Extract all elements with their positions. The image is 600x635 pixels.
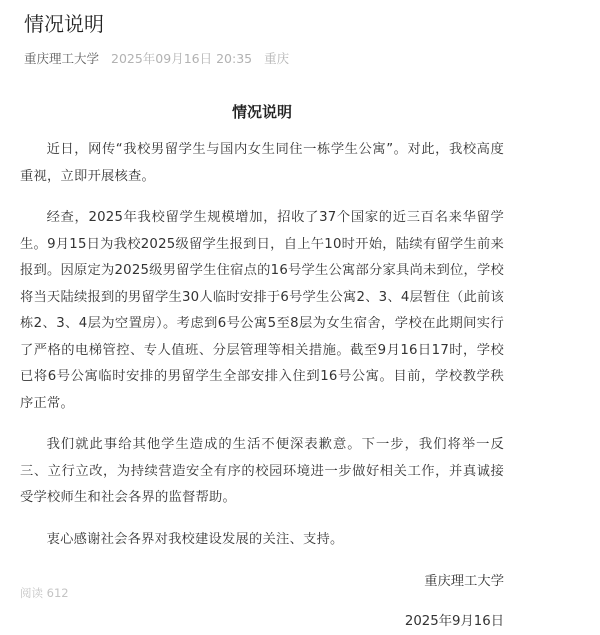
article-title: 情况说明 <box>24 11 104 37</box>
publish-time: 2025年09月16日 20:35 <box>111 51 252 66</box>
account-name-link[interactable]: 重庆理工大学 <box>24 51 99 66</box>
paragraph-investigation: 经查，2025年我校留学生规模增加，招收了37个国家的近三百名来华留学生。9月15日为我校2025级留学生报到日，自上午10时开始，陆续有留学生前来报到。因原定为2025级男留学生住宿点的16号学生公寓部分家具尚未到位，学校将当天陆续报到的男留学生30人临时安排于6号学生公寓2、3、4层暂住（此前该栋2、3、4层为空置房）。考虑到6号公寓5至8层为女生宿舍，学校在此期间实行了严格的电梯管控、专人值班、分层管理等相关措施。截至9月16日17时，学校已将6号公寓临时安排的男留学生全部安排入住到16号公寓。目前，学校教学秩序正常。 <box>20 205 504 417</box>
article-meta <box>24 51 297 67</box>
signature-organization: 重庆理工大学 <box>20 569 504 596</box>
signature-date: 2025年9月16日 <box>20 609 504 635</box>
publish-location: 重庆 <box>264 51 289 66</box>
paragraph-thanks: 衷心感谢社会各界对我校建设发展的关注、支持。 <box>20 527 504 554</box>
paragraph-intro: 近日，网传“我校男留学生与国内女生同住一栋学生公寓”。对此，我校高度重视，立即开展核查。 <box>20 137 504 190</box>
read-count: 阅读 612 <box>20 585 69 601</box>
paragraph-apology: 我们就此事给其他学生造成的生活不便深表歉意。下一步，我们将举一反三、立行立改，为持续营造安全有序的校园环境进一步做好相关工作，并真诚接受学校师生和社会各界的监督帮助。 <box>20 432 504 512</box>
document-title: 情况说明 <box>20 100 504 124</box>
statement-document <box>20 100 504 635</box>
